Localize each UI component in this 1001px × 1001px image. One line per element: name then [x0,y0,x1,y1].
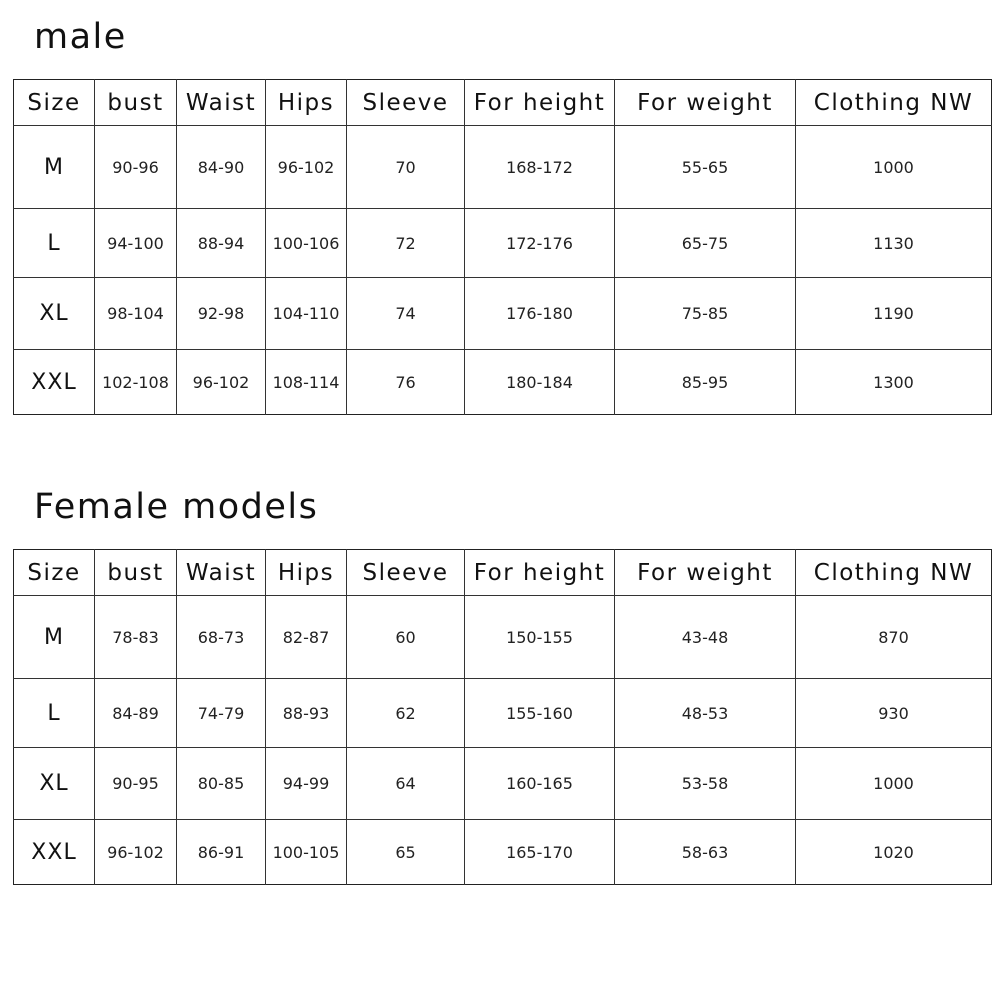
hips-cell: 82-87 [266,596,347,679]
size-cell: XXL [14,820,95,885]
sleeve-cell: 60 [347,596,465,679]
size-cell: XL [14,748,95,820]
clothing-nw-cell: 1190 [796,278,992,350]
clothing-nw-cell: 930 [796,679,992,748]
weight-cell: 43-48 [615,596,796,679]
clothing-nw-cell: 870 [796,596,992,679]
clothing-nw-cell: 1000 [796,126,992,209]
header-hips: Hips [266,80,347,126]
header-hips: Hips [266,550,347,596]
header-for-weight: For weight [615,550,796,596]
waist-cell: 96-102 [177,350,266,415]
sleeve-cell: 76 [347,350,465,415]
header-clothing-nw: Clothing NW [796,80,992,126]
hips-cell: 100-105 [266,820,347,885]
clothing-nw-cell: 1020 [796,820,992,885]
weight-cell: 85-95 [615,350,796,415]
bust-cell: 98-104 [95,278,177,350]
hips-cell: 100-106 [266,209,347,278]
clothing-nw-cell: 1300 [796,350,992,415]
height-cell: 155-160 [465,679,615,748]
male-size-table [13,79,992,415]
header-size: Size [27,559,81,586]
hips-cell: 88-93 [266,679,347,748]
weight-cell: 75-85 [615,278,796,350]
weight-cell: 58-63 [615,820,796,885]
height-cell: 168-172 [465,126,615,209]
waist-cell: 88-94 [177,209,266,278]
bust-cell: 90-95 [95,748,177,820]
size-cell: XXL [14,350,95,415]
height-cell: 180-184 [465,350,615,415]
waist-cell: 84-90 [177,126,266,209]
size-cell: XL [14,278,95,350]
table-header-row [14,80,992,126]
sleeve-cell: 65 [347,820,465,885]
table-row [14,209,992,278]
header-waist: Waist [177,80,266,126]
table-row [14,350,992,415]
female-size-table [13,549,992,885]
sleeve-cell: 74 [347,278,465,350]
clothing-nw-cell: 1130 [796,209,992,278]
header-for-weight: For weight [615,80,796,126]
table-row [14,126,992,209]
waist-cell: 68-73 [177,596,266,679]
header-waist: Waist [177,550,266,596]
weight-cell: 65-75 [615,209,796,278]
size-cell: M [44,624,64,650]
sleeve-cell: 70 [347,126,465,209]
table-row [14,679,992,748]
bust-cell: 102-108 [95,350,177,415]
header-bust: bust [95,80,177,126]
waist-cell: 92-98 [177,278,266,350]
bust-cell: 84-89 [95,679,177,748]
height-cell: 150-155 [465,596,615,679]
female-section-title: Female models [34,487,319,527]
table-header-row [14,550,992,596]
waist-cell: 74-79 [177,679,266,748]
height-cell: 160-165 [465,748,615,820]
bust-cell: 94-100 [95,209,177,278]
weight-cell: 48-53 [615,679,796,748]
height-cell: 176-180 [465,278,615,350]
hips-cell: 94-99 [266,748,347,820]
size-cell: M [44,154,64,180]
bust-cell: 96-102 [95,820,177,885]
sleeve-cell: 62 [347,679,465,748]
table-row [14,596,992,679]
bust-cell: 90-96 [95,126,177,209]
hips-cell: 108-114 [266,350,347,415]
height-cell: 165-170 [465,820,615,885]
size-cell: L [14,209,95,278]
header-clothing-nw: Clothing NW [796,550,992,596]
height-cell: 172-176 [465,209,615,278]
sleeve-cell: 64 [347,748,465,820]
hips-cell: 104-110 [266,278,347,350]
male-section-title: male [34,17,127,57]
waist-cell: 86-91 [177,820,266,885]
header-for-height: For height [465,80,615,126]
table-row [14,278,992,350]
header-size: Size [27,89,81,116]
header-sleeve: Sleeve [347,550,465,596]
weight-cell: 53-58 [615,748,796,820]
table-row [14,820,992,885]
header-sleeve: Sleeve [347,80,465,126]
waist-cell: 80-85 [177,748,266,820]
header-for-height: For height [465,550,615,596]
weight-cell: 55-65 [615,126,796,209]
sleeve-cell: 72 [347,209,465,278]
clothing-nw-cell: 1000 [796,748,992,820]
table-row [14,748,992,820]
size-cell: L [14,679,95,748]
hips-cell: 96-102 [266,126,347,209]
header-bust: bust [95,550,177,596]
bust-cell: 78-83 [95,596,177,679]
